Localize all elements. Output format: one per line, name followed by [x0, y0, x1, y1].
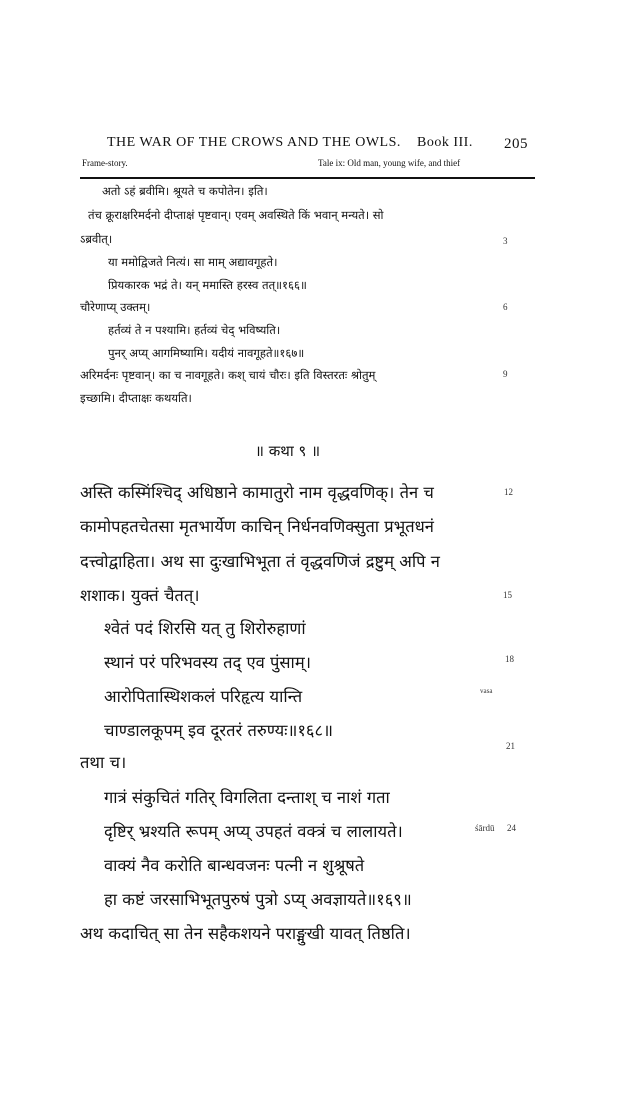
verse-167-line-1: हर्तव्यं ते न पश्यामि। हर्तव्यं चेद् भविष्यति।	[108, 323, 281, 337]
verse-168-line-2: स्थानं परं परिभवस्य तद् एव पुंसाम्।	[104, 653, 311, 672]
page-number: 205	[504, 136, 528, 152]
verse-169-line-2: दृष्टिर् भ्रश्यति रूपम् अप्य् उपहतं वक्त्रं च लालायते।	[104, 822, 403, 841]
tale-note: Tale ix: Old man, young wife, and thief	[318, 158, 461, 168]
verse-168-line-3: आरोपितास्थिशकलं परिहृत्य यान्ति	[104, 687, 303, 706]
prose-line-3: ऽब्रवीत्।	[80, 232, 113, 246]
prose-arimardana-line-2: इच्छामि। दीप्ताक्षः कथयति।	[80, 391, 192, 405]
margin-line-15: 15	[503, 590, 512, 600]
margin-line-24: 24	[507, 823, 516, 833]
story-prose-line-3: दत्त्वोद्वाहिता। अथ सा दुःखाभिभूता तं वृद्धवणिजं द्रष्टुम् अपि न	[80, 552, 440, 571]
margin-metre-sardu: śārdū	[475, 823, 495, 833]
verse-169-line-1: गात्रं संकुचितं गतिर् विगलिता दन्ताश् च नाशं गता	[104, 788, 390, 807]
margin-line-18: 18	[505, 654, 514, 664]
margin-line-3: 3	[503, 236, 508, 246]
prose-line-2: तंच क्रूराक्षरिमर्दनो दीप्ताक्षं पृष्टवान्। एवम् अवस्थिते किं भवान् मन्यते। सो	[88, 208, 384, 222]
story-prose-last: अथ कदाचित् सा तेन सहैकशयने पराङ्मुखी यावत् तिष्ठति।	[80, 924, 411, 943]
story-heading: ॥ कथा ९ ॥	[255, 442, 321, 460]
verse-168-line-4: चाण्डालकूपम् इव दूरतरं तरुण्यः॥१६८॥	[104, 721, 333, 740]
verse-166-line-1: या ममोद्विजते नित्यं। सा माम् अद्यावगूहते।	[108, 255, 278, 269]
prose-arimardana-line-1: अरिमर्दनः पृष्टवान्। का च नावगूहते। कश् चायं चौरः। इति विस्तरतः श्रोतुम्	[80, 368, 376, 382]
story-prose-line-1: अस्ति कस्मिंश्चिद् अधिष्ठाने कामातुरो नाम वृद्धवणिक्। तेन च	[80, 483, 434, 502]
story-prose-line-4: शशाक। युक्तं चैतत्।	[80, 586, 200, 605]
running-title: THE WAR OF THE CROWS AND THE OWLS.	[107, 135, 401, 150]
story-prose-line-2: कामोपहतचेतसा मृतभार्येण काचिन् निर्धनवणिक्सुता प्रभूतधनं	[80, 517, 434, 536]
margin-metre-vasa: vasa	[480, 687, 493, 695]
margin-line-6: 6	[503, 302, 508, 312]
verse-169-line-3: वाक्यं नैव करोति बान्धवजनः पत्नी न शुश्रूषते	[104, 856, 365, 875]
book-label: Book III.	[417, 135, 473, 150]
prose-line-1: अतो ऽहं ब्रवीमि। श्रूयते च कपोतेन। इति।	[102, 184, 268, 198]
margin-line-9: 9	[503, 369, 508, 379]
frame-story-note: Frame-story.	[82, 158, 128, 168]
verse-166-line-2: प्रियकारक भद्रं ते। यन् ममास्ति हरस्व तत्॥१६६॥	[108, 278, 307, 292]
verse-167-line-2: पुनर् अप्य् आगमिष्यामि। यदीयं नावगूहते॥१६७॥	[108, 346, 305, 360]
margin-line-21: 21	[506, 741, 515, 751]
verse-169-line-4: हा कष्टं जरसाभिभूतपुरुषं पुत्रो ऽप्य् अवज्ञायते॥१६९॥	[104, 890, 412, 909]
margin-line-12: 12	[504, 487, 513, 497]
tatha-ca: तथा च।	[80, 753, 127, 772]
header-rule	[80, 177, 535, 179]
verse-168-line-1: श्वेतं पदं शिरसि यत् तु शिरोरुहाणां	[104, 619, 306, 638]
prose-thief-says: चौरेणाप्य् उक्तम्।	[80, 300, 151, 314]
